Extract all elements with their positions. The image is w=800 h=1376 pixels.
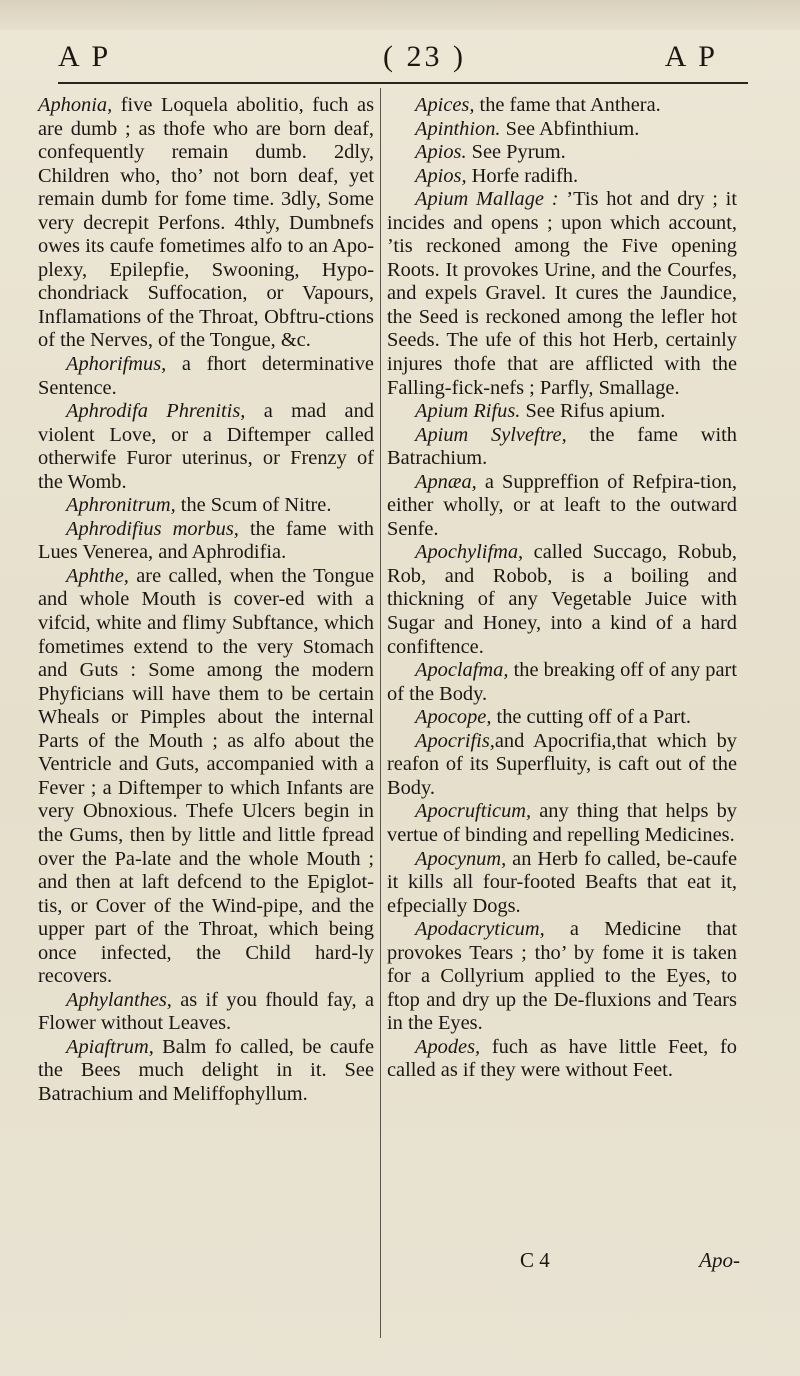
entry-headword: Aphronitrum, bbox=[66, 494, 176, 517]
entry-text: a fhort determinative Sentence. bbox=[38, 353, 374, 399]
page-footer bbox=[520, 1248, 740, 1282]
entry-text: as if you fhould fay, a Flower without Leaves. bbox=[38, 988, 374, 1035]
entry-headword: Apodacryticum, bbox=[415, 918, 545, 941]
entry-headword: Apocope, bbox=[415, 706, 492, 729]
entry-headword: Apios, bbox=[415, 164, 467, 187]
entry bbox=[387, 188, 737, 400]
entry bbox=[387, 471, 737, 542]
entry bbox=[387, 424, 737, 471]
entry bbox=[38, 494, 374, 518]
entry bbox=[387, 118, 737, 142]
entry-text: the fame with Lues Venerea, and Aphrodifia. bbox=[38, 517, 374, 564]
entry-text: ’Tis hot and dry ; it incides and opens ; upon which account, ’tis reckoned among the Five opening Roots. It provokes Urine, and the Courfes, and expels Gravel. It cures the Jaundice, the Seed is reckoned among the lefler hot Seeds. The ufe of this hot Herb, certainly injures thofe that are afflicted with the Falling-fick-nefs ; Parfly, Smallage. bbox=[387, 188, 737, 399]
entry bbox=[387, 400, 737, 424]
entry-headword: Apochylifma, bbox=[415, 541, 524, 564]
entry-headword: Aphrodifius morbus, bbox=[66, 517, 239, 540]
entry bbox=[387, 800, 737, 847]
entry-headword: Apnæa, bbox=[415, 470, 477, 493]
running-header bbox=[58, 40, 748, 80]
entry-headword: Apices, bbox=[415, 94, 475, 116]
entry bbox=[387, 1036, 737, 1083]
entry-headword: Aphthe, bbox=[66, 564, 129, 587]
signature-mark: C 4 bbox=[520, 1248, 550, 1272]
entry-headword: Apinthion. bbox=[415, 117, 501, 140]
entry-text: See Abfinthium. bbox=[500, 117, 640, 140]
entry-text: Horfe radifh. bbox=[466, 164, 579, 187]
entry-text: the breaking off of any part of the Body. bbox=[387, 659, 737, 705]
entry-headword: Aphorifmus, bbox=[66, 353, 167, 376]
entry bbox=[387, 541, 737, 659]
entry bbox=[38, 565, 374, 989]
entry bbox=[387, 918, 737, 1036]
entry-headword: Aphonia, bbox=[38, 94, 113, 116]
entry-headword: Apium Sylveftre, bbox=[415, 423, 567, 446]
entry bbox=[38, 94, 374, 353]
column-divider bbox=[380, 88, 381, 1338]
entry bbox=[387, 848, 737, 919]
entry-text: called Succago, Robub, Rob, and Robob, is a boiling and thickning of any Vegetable Juice with Sugar and Honey, into a kind of a hard confiftence. bbox=[387, 541, 737, 658]
page-top-edge bbox=[0, 0, 800, 30]
entry-headword: Apocrufticum, bbox=[415, 800, 532, 823]
header-left: A P bbox=[58, 40, 112, 73]
entry-text: any thing that helps by vertue of binding and repelling Medicines. bbox=[387, 800, 737, 846]
entry-text: five Loquela abolitio, fuch as are dumb ; as thofe who are born deaf, confequently remain dumb. 2dly, Children who, tho’ not born deaf, yet remain dumb for fome time. 3dly, Some very decrepit Perfons. 4thly, Dumbnefs owes its caufe fometimes alfo to an Apo-plexy, Epilepfie, Swooning, Hypo-chondriack Suffocation, or Vapours, Inflamations of the Throat, Obftru-ctions of the Nerves, of the Tongue, &c. bbox=[38, 94, 374, 352]
entry-headword: Aphrodifa Phrenitis, bbox=[66, 400, 246, 423]
entry-headword: Apium Mallage : bbox=[415, 188, 559, 211]
entry-headword: Apiaftrum, bbox=[66, 1035, 154, 1058]
left-column bbox=[38, 94, 374, 1107]
entry-text: a mad and violent Love, or a Diftemper called otherwife Furor uterinus, or Frenzy of the Womb. bbox=[38, 400, 374, 493]
entry-text: are called, when the Tongue and whole Mouth is cover-ed with a vifcid, white and flimy Subftance, which fometimes extend to the very Stomach and Guts : Some among the modern Phyficians will have them to be certain Wheals or Pimples about the internal Parts of the Mouth ; as alfo about the Ventricle and Guts, accompanied with a Fever ; a Diftemper to which Infants are very Obnoxious. Thefe Ulcers begin in the Gums, then by little and little fpread over the Pa-late and the whole Mouth ; and then at laft defcend to the Epiglot-tis, or Cover of the Wind-pipe, and the upper part of the Throat, which being once infected, the Child hard-ly recovers. bbox=[38, 564, 374, 988]
entry-text: and Apocrifia,that which by reafon of its Superfluity, is caft out of the Body. bbox=[387, 729, 737, 799]
entry bbox=[387, 141, 737, 165]
entry bbox=[387, 730, 737, 801]
entry-headword: Apoclafma, bbox=[415, 659, 509, 682]
entry-text: the fame that Anthera. bbox=[474, 94, 661, 116]
entry-text: fuch as have little Feet, fo called as if they were without Feet. bbox=[387, 1035, 737, 1082]
header-right: A P bbox=[664, 40, 718, 73]
entry-text: See Pyrum. bbox=[466, 141, 566, 164]
entry bbox=[38, 400, 374, 494]
entry-headword: Apocynum, bbox=[415, 847, 507, 870]
entry bbox=[38, 1036, 374, 1107]
header-rule bbox=[58, 82, 748, 84]
entry-text: the fame with Batrachium. bbox=[387, 423, 737, 470]
page-number: ( 23 ) bbox=[383, 40, 466, 73]
entry-text: an Herb fo called, be-caufe it kills all four-footed Beafts that eat it, efpecially Dogs. bbox=[387, 847, 737, 917]
entry bbox=[387, 706, 737, 730]
entry bbox=[387, 659, 737, 706]
entry-text: the Scum of Nitre. bbox=[175, 494, 332, 517]
entry bbox=[38, 353, 374, 400]
entry-text: a Medicine that provokes Tears ; tho’ by fome it is taken for a Collyrium applied to the Eyes, to ftop and dry up the De-fluxions and Tears in the Eyes. bbox=[387, 918, 737, 1035]
entry-headword: Aphylanthes, bbox=[66, 988, 172, 1011]
entry bbox=[387, 94, 737, 118]
entry bbox=[38, 518, 374, 565]
entry bbox=[38, 989, 374, 1036]
entry-headword: Apios. bbox=[415, 141, 467, 164]
entry-headword: Apocrifis, bbox=[415, 729, 495, 752]
entry-headword: Apium Rifus. bbox=[415, 400, 521, 423]
entry-text: Balm fo called, be caufe the Bees much delight in it. See Batrachium and Meliffophyllum. bbox=[38, 1035, 374, 1105]
catchword: Apo- bbox=[699, 1248, 740, 1272]
entry-headword: Apodes, bbox=[415, 1035, 481, 1058]
entry-text: a Suppreffion of Refpira-tion, either wholly, or at leaft to the outward Senfe. bbox=[387, 470, 737, 540]
right-column bbox=[387, 94, 737, 1083]
entry bbox=[387, 165, 737, 189]
entry-text: See Rifus apium. bbox=[520, 400, 666, 423]
entry-text: the cutting off of a Part. bbox=[491, 706, 691, 729]
